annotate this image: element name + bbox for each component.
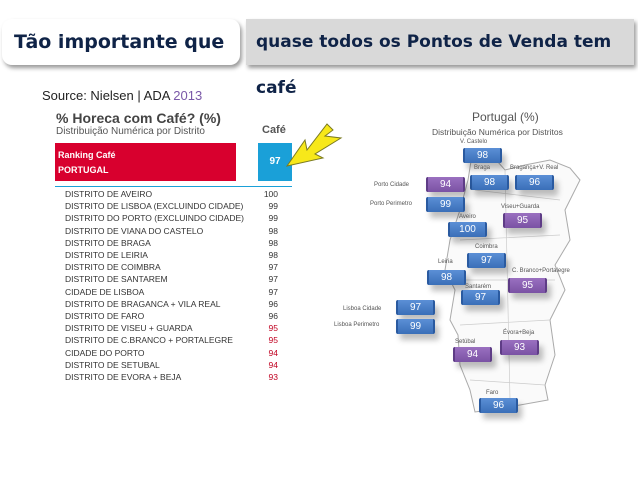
table-row [65, 287, 290, 299]
district-name: DISTRITO DE C.BRANCO + PORTALEGRE [65, 335, 233, 346]
region-label: C. Branco+Portalegre [512, 268, 570, 274]
district-value: 94 [268, 347, 278, 358]
district-name: DISTRITO DE SANTAREM [65, 274, 168, 285]
map-title: Portugal (%) [472, 110, 539, 124]
table-row [65, 274, 290, 286]
district-value: 98 [268, 250, 278, 260]
district-name: CIDADE DO PORTO [65, 347, 145, 358]
ranking-line2: PORTUGAL [58, 165, 109, 175]
source [42, 88, 202, 103]
district-name: DISTRITO DE VISEU + GUARDA [65, 323, 193, 334]
region-label: Porto Perimetro [370, 201, 413, 207]
table-row [65, 201, 290, 213]
table-title: % Horeca com Café? (%) [56, 110, 221, 126]
district-value: 99 [268, 201, 278, 212]
district-name: DISTRITO DE FARO [65, 311, 145, 321]
region-value-badge: 93 [500, 340, 539, 355]
region-label: Braga [474, 165, 491, 171]
district-name: DISTRITO DE VIANA DO CASTELO [65, 225, 204, 236]
region-label: Porto Cidade [374, 182, 410, 188]
ranking-line1: Ranking Café [58, 150, 116, 160]
district-value: 98 [268, 237, 278, 248]
district-name: DISTRITO DE EVORA + BEJA [65, 372, 182, 382]
right-title: quase todos os Pontos de Venda tem café [246, 19, 634, 65]
region-value-badge: 100 [448, 222, 487, 237]
left-title: Tão importante que [2, 19, 240, 65]
district-name: DISTRITO DE SETUBAL [65, 359, 160, 370]
table-row [65, 226, 290, 238]
region-value-badge: 97 [467, 253, 506, 268]
table-row [65, 323, 290, 335]
district-name: DISTRITO DO PORTO (EXCLUINDO CIDADE) [65, 213, 244, 224]
region-label: Leiria [438, 259, 453, 265]
table-row [65, 262, 290, 274]
region-value-badge: 94 [453, 347, 492, 362]
district-value: 95 [268, 323, 278, 334]
region-label: Viseu+Guarda [501, 204, 540, 210]
table-row [65, 189, 290, 201]
region-label: Faro [486, 390, 499, 396]
divider [55, 186, 292, 187]
district-name: DISTRITO DE LEIRIA [65, 250, 148, 260]
district-name: DISTRITO DE AVEIRO [65, 189, 153, 199]
region-label: Setúbal [455, 339, 476, 345]
ranking-value: 97 [258, 143, 292, 181]
region-value-badge: 98 [470, 175, 509, 190]
source-label: Source: Nielsen | ADA [42, 88, 170, 103]
region-value-badge: 97 [461, 290, 500, 305]
column-header: Café [262, 124, 286, 136]
region-label: Lisboa Cidade [343, 306, 382, 312]
region-label: Lisboa Perimetro [334, 322, 380, 328]
region-label: Évora+Beja [503, 330, 535, 336]
table-subtitle: Distribuição Numérica por Distrito [56, 126, 205, 137]
region-label: Santarém [465, 284, 492, 290]
district-value: 99 [268, 213, 278, 224]
table-row [65, 213, 290, 225]
region-value-badge: 96 [479, 398, 518, 413]
ranking-label [55, 143, 236, 181]
region-label: V. Castelo [460, 139, 488, 145]
table-row [65, 311, 290, 323]
region-value-badge: 96 [515, 175, 554, 190]
district-value: 96 [268, 298, 278, 309]
table-row [65, 250, 290, 262]
map-subtitle: Distribuição Numérica por Distritos [432, 127, 563, 137]
district-value: 95 [268, 335, 278, 346]
table-row [65, 238, 290, 250]
district-value: 97 [268, 262, 278, 273]
district-value: 93 [268, 372, 278, 382]
table-row [65, 360, 290, 372]
table-row [65, 348, 290, 360]
region-value-badge: 95 [508, 278, 547, 293]
region-value-badge: 98 [463, 148, 502, 163]
table-row [65, 299, 290, 311]
arrow-icon [285, 118, 345, 178]
region-value-badge: 99 [426, 197, 465, 212]
district-name: DISTRITO DE LISBOA (EXCLUINDO CIDADE) [65, 201, 244, 212]
region-value-badge: 97 [396, 300, 435, 315]
district-value: 100 [263, 189, 278, 199]
district-value: 97 [268, 274, 278, 285]
table-row [65, 335, 290, 347]
region-value-badge: 94 [426, 177, 465, 192]
region-label: Coimbra [475, 244, 498, 250]
district-name: CIDADE DE LISBOA [65, 286, 145, 297]
source-year: 2013 [173, 88, 203, 103]
district-name: DISTRITO DE BRAGANCA + VILA REAL [65, 298, 221, 309]
district-name: DISTRITO DE BRAGA [65, 237, 151, 248]
table-row [65, 372, 290, 384]
region-label: Aveiro [459, 214, 476, 220]
region-value-badge: 95 [503, 213, 542, 228]
district-value: 96 [268, 311, 278, 321]
district-value: 97 [268, 286, 278, 297]
district-value: 94 [268, 359, 278, 370]
district-value: 98 [268, 225, 278, 236]
region-label: Bragança+V. Real [510, 165, 559, 171]
district-name: DISTRITO DE COIMBRA [65, 262, 161, 273]
region-value-badge: 99 [396, 319, 435, 334]
region-value-badge: 98 [427, 270, 466, 285]
